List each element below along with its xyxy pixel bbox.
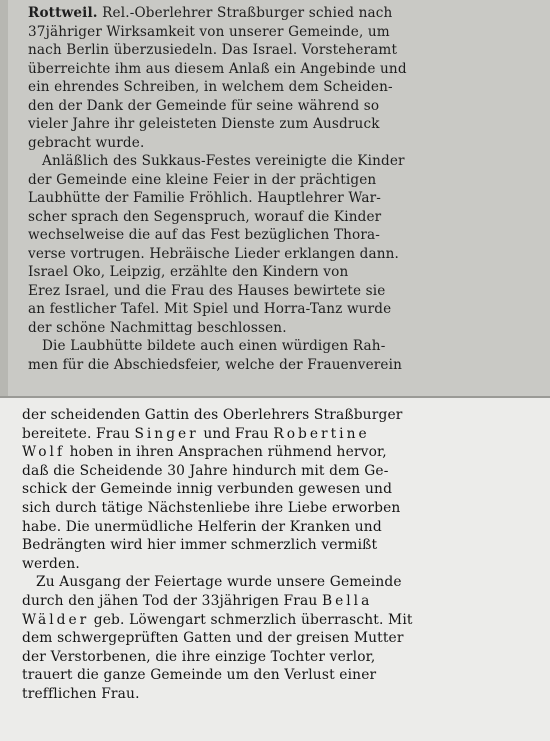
person-name: Robertine [273, 425, 370, 442]
text-line: der Gemeinde eine kleine Feier in der prächtigen [28, 171, 377, 188]
text-line: überreichte ihm aus diesem Anlaß ein Angebinde und [28, 60, 407, 77]
paragraph-sukkot-festival [28, 152, 540, 337]
paragraph-farewell-start [28, 337, 540, 374]
text-line: der Verstorbenen, die ihre einzige Tochter verlor, [22, 648, 376, 665]
text-line: Anläßlich des Sukkaus-Festes vereinigte die Kinder [42, 153, 405, 169]
text-line: bereitete. Frau Singer und Frau Robertine [22, 425, 370, 442]
text-line: Rottweil. Rel.-Oberlehrer Straßburger schied nach [28, 5, 393, 21]
person-name: Wolf [22, 444, 66, 461]
text-line: men für die Abschiedsfeier, welche der Frauenverein [28, 356, 403, 373]
text-line: der schöne Nachmittag beschlossen. [28, 319, 287, 336]
article-bottom-section [0, 398, 550, 741]
text-line: an festlicher Tafel. Mit Spiel und Horra-Tanz wurde [28, 301, 392, 317]
text-line: trauert die ganze Gemeinde um den Verlust einer [22, 667, 377, 684]
text-line: sich durch tätige Nächstenliebe ihre Liebe erworben [22, 499, 401, 516]
text-line: daß die Scheidende 30 Jahre hindurch mit dem Ge- [22, 462, 389, 479]
text-line: durch den jähen Tod der 33jährigen Frau Bella [22, 592, 373, 609]
text-line: wechselweise die auf das Fest bezüglichen Thora- [28, 227, 380, 243]
person-name: Bella [321, 592, 373, 609]
text-line: gebracht wurde. [28, 134, 145, 151]
town-name: Rottweil. [28, 5, 98, 21]
text-line: Zu Ausgang der Feiertage wurde unsere Gemeinde [36, 574, 402, 591]
text-line: vieler Jahre ihr geleisteten Dienste zum Ausdruck [28, 116, 380, 132]
text-line: schick der Gemeinde innig verbunden gewesen und [22, 481, 393, 498]
text-line: Israel Oko, Leipzig, erzählte den Kindern von [28, 264, 349, 280]
text-line: verse vortrugen. Hebräische Lieder erklangen dann. [28, 245, 399, 262]
text-line: Bedrängten wird hier immer schmerzlich vermißt [22, 537, 378, 554]
paragraph-departure [28, 4, 540, 152]
text-line: 37jähriger Wirksamkeit von unserer Gemeinde, um [28, 23, 390, 40]
text-line: Erez Israel, und die Frau des Hauses bewirtete sie [28, 282, 386, 299]
text-line: werden. [22, 555, 80, 572]
text-line: scher sprach den Segenspruch, worauf die Kinder [28, 208, 382, 225]
text-line: habe. Die unermüdliche Helferin der Kranken und [22, 518, 382, 535]
person-name: Singer [134, 425, 199, 442]
paragraph-obituary [22, 573, 540, 703]
text-line: ein ehrendes Schreiben, in welchem dem Scheiden- [28, 79, 393, 95]
person-name: Wälder [22, 611, 90, 628]
paragraph-farewell-continued [22, 406, 540, 573]
text-line: Wälder geb. Löwengart schmerzlich überrascht. Mit [22, 611, 413, 628]
text-line: nach Berlin überzusiedeln. Das Israel. Vorsteheramt [28, 42, 398, 58]
text-line: der scheidenden Gattin des Oberlehrers Straßburger [22, 407, 403, 423]
text-line: den der Dank der Gemeinde für seine während so [28, 97, 380, 114]
clipping-shadow-edge [0, 0, 8, 398]
text-line: Laubhütte der Familie Fröhlich. Hauptlehrer War- [28, 190, 382, 206]
text-line: dem schwergeprüften Gatten und der greisen Mutter [22, 630, 404, 647]
text-line: trefflichen Frau. [22, 685, 140, 702]
text-line: Die Laubhütte bildete auch einen würdigen Rah- [42, 338, 386, 354]
text-line: Wolf hoben in ihren Ansprachen rühmend hervor, [22, 444, 387, 461]
